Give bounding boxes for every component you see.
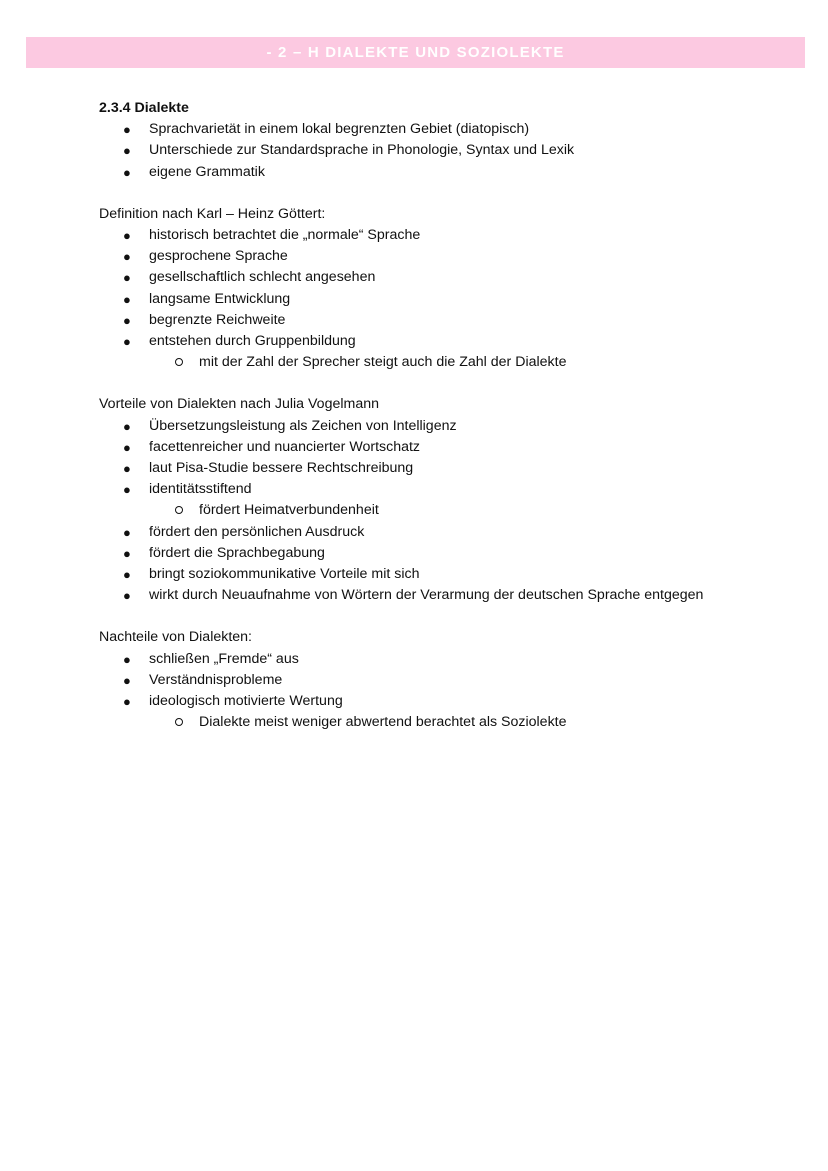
header-bar bbox=[26, 37, 805, 68]
circle-bullet-icon bbox=[175, 718, 183, 726]
bullet-icon: ● bbox=[123, 334, 131, 350]
document-body bbox=[99, 98, 719, 733]
bullet-icon: ● bbox=[123, 291, 131, 307]
sub-list-item: fördert Heimatverbundenheit bbox=[149, 500, 719, 521]
list-item: ● fördert den persönlichen Ausdruck bbox=[99, 522, 719, 543]
list-item: ● historisch betrachtet die „normale“ Sprache bbox=[99, 225, 719, 246]
list-item: ● begrenzte Reichweite bbox=[99, 310, 719, 331]
bullet-list bbox=[99, 119, 719, 183]
bullet-icon: ● bbox=[123, 524, 131, 540]
list-item: ● ideologisch motivierte Wertung Dialekte meist weniger abwertend berachtet als Soziolekte bbox=[99, 691, 719, 733]
list-item: ● facettenreicher und nuancierter Wortschatz bbox=[99, 437, 719, 458]
list-item: ● entstehen durch Gruppenbildung mit der Zahl der Sprecher steigt auch die Zahl der Dialekte bbox=[99, 331, 719, 373]
circle-bullet-icon bbox=[175, 358, 183, 366]
bullet-icon: ● bbox=[123, 567, 131, 583]
bullet-icon: ● bbox=[123, 588, 131, 604]
list-item: ● fördert die Sprachbegabung bbox=[99, 543, 719, 564]
list-item: ● laut Pisa-Studie bessere Rechtschreibung bbox=[99, 458, 719, 479]
bullet-icon: ● bbox=[123, 694, 131, 710]
sub-list-item: mit der Zahl der Sprecher steigt auch die Zahl der Dialekte bbox=[149, 352, 719, 373]
section-heading: Definition nach Karl – Heinz Göttert: bbox=[99, 205, 326, 222]
bullet-icon: ● bbox=[123, 249, 131, 265]
bullet-icon: ● bbox=[123, 461, 131, 477]
bullet-icon: ● bbox=[123, 651, 131, 667]
list-item: ● gesellschaftlich schlecht angesehen bbox=[99, 267, 719, 288]
section-heading: Vorteile von Dialekten nach Julia Vogelmann bbox=[99, 396, 379, 413]
sub-list bbox=[149, 712, 719, 733]
list-item: ● gesprochene Sprache bbox=[99, 246, 719, 267]
bullet-list bbox=[99, 649, 719, 734]
page-title: - 2 – H DIALEKTE UND SOZIOLEKTE bbox=[266, 44, 565, 61]
list-item: ● Verständnisprobleme bbox=[99, 670, 719, 691]
list-item: ● bringt soziokommunikative Vorteile mit sich bbox=[99, 564, 719, 585]
list-item: ● Übersetzungsleistung als Zeichen von Intelligenz bbox=[99, 416, 719, 437]
list-item: ● eigene Grammatik bbox=[99, 162, 719, 183]
list-item: ● langsame Entwicklung bbox=[99, 289, 719, 310]
section-heading: 2.3.4 Dialekte bbox=[99, 100, 189, 116]
list-item: ● schließen „Fremde“ aus bbox=[99, 649, 719, 670]
list-item: ● Sprachvarietät in einem lokal begrenzten Gebiet (diatopisch) bbox=[99, 119, 719, 140]
bullet-icon: ● bbox=[123, 228, 131, 244]
sub-list bbox=[149, 352, 719, 373]
bullet-list bbox=[99, 416, 719, 607]
list-item: ● identitätsstiftend fördert Heimatverbundenheit bbox=[99, 479, 719, 521]
bullet-icon: ● bbox=[123, 270, 131, 286]
bullet-icon: ● bbox=[123, 672, 131, 688]
bullet-icon: ● bbox=[123, 312, 131, 328]
sub-list bbox=[149, 500, 719, 521]
bullet-icon: ● bbox=[123, 418, 131, 434]
section-heading: Nachteile von Dialekten: bbox=[99, 629, 252, 646]
bullet-icon: ● bbox=[123, 439, 131, 455]
bullet-icon: ● bbox=[123, 545, 131, 561]
list-item: ● Unterschiede zur Standardsprache in Phonologie, Syntax und Lexik bbox=[99, 140, 719, 161]
bullet-list bbox=[99, 225, 719, 373]
bullet-icon: ● bbox=[123, 122, 131, 138]
bullet-icon: ● bbox=[123, 164, 131, 180]
circle-bullet-icon bbox=[175, 506, 183, 514]
bullet-icon: ● bbox=[123, 143, 131, 159]
list-item: ● wirkt durch Neuaufnahme von Wörtern der Verarmung der deutschen Sprache entgegen bbox=[99, 585, 719, 606]
sub-list-item: Dialekte meist weniger abwertend berachtet als Soziolekte bbox=[149, 712, 719, 733]
bullet-icon: ● bbox=[123, 482, 131, 498]
